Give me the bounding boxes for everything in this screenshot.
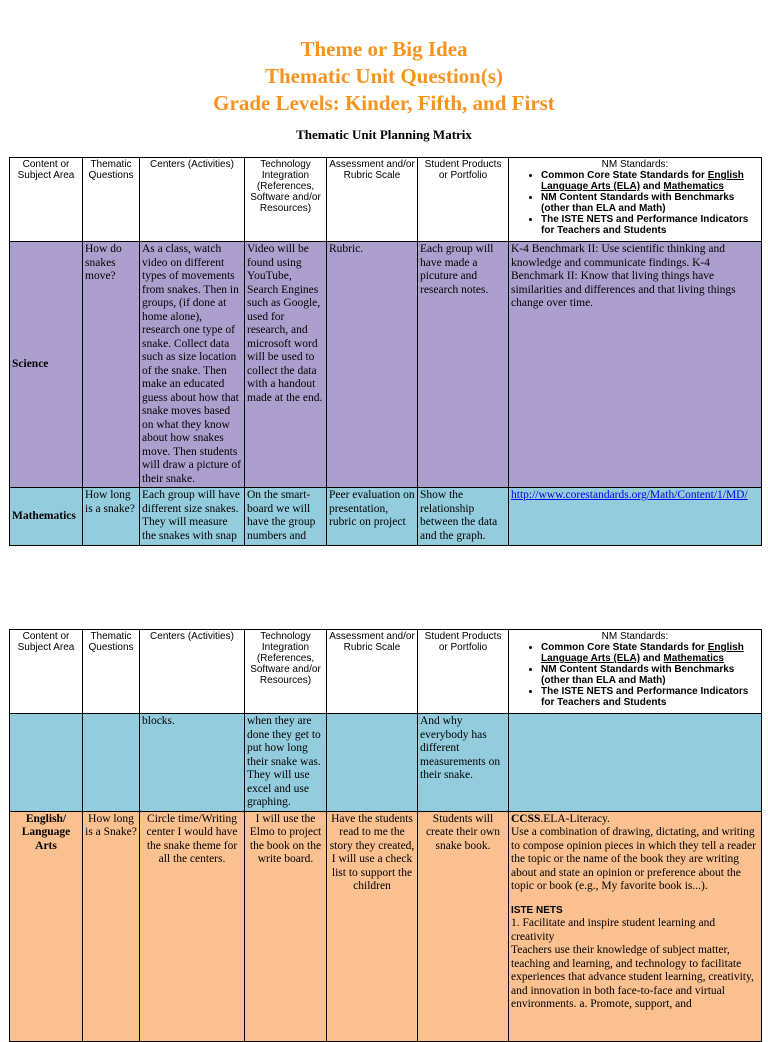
nm-standards-item: • The ISTE NETS and Performance Indicators for Teachers and Students	[541, 214, 759, 236]
math-continued-row	[10, 714, 762, 812]
centers-cell: Circle time/Writing center I would have the snake theme for all the centers.	[140, 811, 245, 1041]
technology-cell: On the smart-board we will have the group numbers and	[245, 488, 327, 546]
subject-cell: Science	[10, 242, 83, 488]
technology-cell: I will use the Elmo to project the book on the write board.	[245, 811, 327, 1041]
nm-standards-title: NM Standards:	[601, 631, 669, 642]
question-cell: How do snakes move?	[83, 242, 140, 488]
grade-levels-title: Grade Levels: Kinder, Fifth, and First	[213, 91, 555, 115]
unit-question-title: Thematic Unit Question(s)	[265, 64, 503, 88]
nm-standards-item: • Common Core State Standards for English Language Arts (ELA) and Mathematics	[541, 642, 759, 664]
standards-cell: K-4 Benchmark II: Use scientific thinking and knowledge and communicate findings. K-4 Benchmark II: Know that living things have similarities and differences and that living things change over time.	[509, 242, 762, 488]
col-header-products: Student Products or Portfolio	[418, 630, 509, 714]
col-header-nm-standards	[509, 630, 762, 714]
header-row	[10, 630, 762, 714]
nm-standards-list	[511, 642, 759, 708]
col-header-subject: Content or Subject Area	[10, 630, 83, 714]
col-header-assessment: Assessment and/or Rubric Scale	[327, 630, 418, 714]
technology-cell: Video will be found using YouTube, Search Engines such as Google, used for research, and microsoft word will be used to collect the data with a handout made at the end.	[245, 242, 327, 488]
col-header-subject: Content or Subject Area	[10, 158, 83, 242]
subject-cell: English/ Language Arts	[10, 811, 83, 1041]
ela-row	[10, 811, 762, 1041]
question-cell	[83, 714, 140, 812]
ccss-standard-text: Use a combination of drawing, dictating, and writing to compose opinion pieces in which they tell a reader the topic or the name of the book they are writing about and state an opinion or preference about the topic or book (e.g., My favorite book is...).	[511, 826, 756, 892]
assessment-cell: Have the students read to me the story they created, I will use a check list to support the children	[327, 811, 418, 1041]
iste-heading: ISTE NETS	[511, 904, 563, 916]
nm-standards-title: NM Standards:	[601, 159, 669, 170]
col-header-centers: Centers (Activities)	[140, 630, 245, 714]
technology-cell: when they are done they get to put how long their snake was. They will use excel and use graphing.	[245, 714, 327, 812]
nm-standards-list	[511, 170, 759, 236]
theme-title: Theme or Big Idea	[300, 37, 468, 61]
planning-matrix-table-1	[9, 157, 762, 546]
col-header-nm-standards	[509, 158, 762, 242]
math-row	[10, 488, 762, 546]
centers-cell: blocks.	[140, 714, 245, 812]
science-row	[10, 242, 762, 488]
products-cell: Show the relationship between the data and the graph.	[418, 488, 509, 546]
products-cell: Each group will have made a picuture and research notes.	[418, 242, 509, 488]
planning-matrix-table-2	[9, 629, 762, 1042]
subject-cell	[10, 714, 83, 812]
subject-cell: Mathematics	[10, 488, 83, 546]
document-title-block	[0, 36, 768, 117]
col-header-products: Student Products or Portfolio	[418, 158, 509, 242]
products-cell: And why everybody has different measurements on their snake.	[418, 714, 509, 812]
col-header-technology: Technology Integration (References, Software and/or Resources)	[245, 630, 327, 714]
standards-cell	[509, 714, 762, 812]
col-header-centers: Centers (Activities)	[140, 158, 245, 242]
col-header-assessment: Assessment and/or Rubric Scale	[327, 158, 418, 242]
assessment-cell: Rubric.	[327, 242, 418, 488]
nm-standards-item: • NM Content Standards with Benchmarks (other than ELA and Math)	[541, 664, 759, 686]
standards-cell	[509, 488, 762, 546]
assessment-cell: Peer evaluation on presentation, rubric on project	[327, 488, 418, 546]
col-header-questions: Thematic Questions	[83, 630, 140, 714]
nm-standards-item: • Common Core State Standards for English Language Arts (ELA) and Mathematics	[541, 170, 759, 192]
nm-standards-item: • NM Content Standards with Benchmarks (other than ELA and Math)	[541, 192, 759, 214]
iste-standard-text: Teachers use their knowledge of subject matter, teaching and learning, and technology to facilitate experiences that advance student learning, creativity, and innovation in both face-to-face and virtual environments. a. Promote, support, and	[511, 944, 754, 1010]
question-cell: How long is a Snake?	[83, 811, 140, 1041]
core-standards-link[interactable]: http://www.corestandards.org/Math/Content/1/MD/	[511, 489, 748, 501]
header-row	[10, 158, 762, 242]
products-cell: Students will create their own snake book.	[418, 811, 509, 1041]
matrix-subtitle: Thematic Unit Planning Matrix	[296, 127, 472, 142]
question-cell: How long is a snake?	[83, 488, 140, 546]
standards-cell	[509, 811, 762, 1041]
nm-standards-item: • The ISTE NETS and Performance Indicators for Teachers and Students	[541, 686, 759, 708]
centers-cell: As a class, watch video on different types of movements from snakes. Then in groups, (if done at home alone), research one type of snake. Collect data such as size location of the snake. Then make an educated guess about how that snake moves based on what they know about how snakes move. Then students will draw a picture of their snake.	[140, 242, 245, 488]
ccss-code: CCSS.ELA-Literacy.	[511, 812, 610, 825]
col-header-questions: Thematic Questions	[83, 158, 140, 242]
centers-cell: Each group will have different size snakes. They will measure the snakes with snap	[140, 488, 245, 546]
iste-standard-title: 1. Facilitate and inspire student learning and creativity	[511, 917, 716, 943]
assessment-cell	[327, 714, 418, 812]
col-header-technology: Technology Integration (References, Software and/or Resources)	[245, 158, 327, 242]
